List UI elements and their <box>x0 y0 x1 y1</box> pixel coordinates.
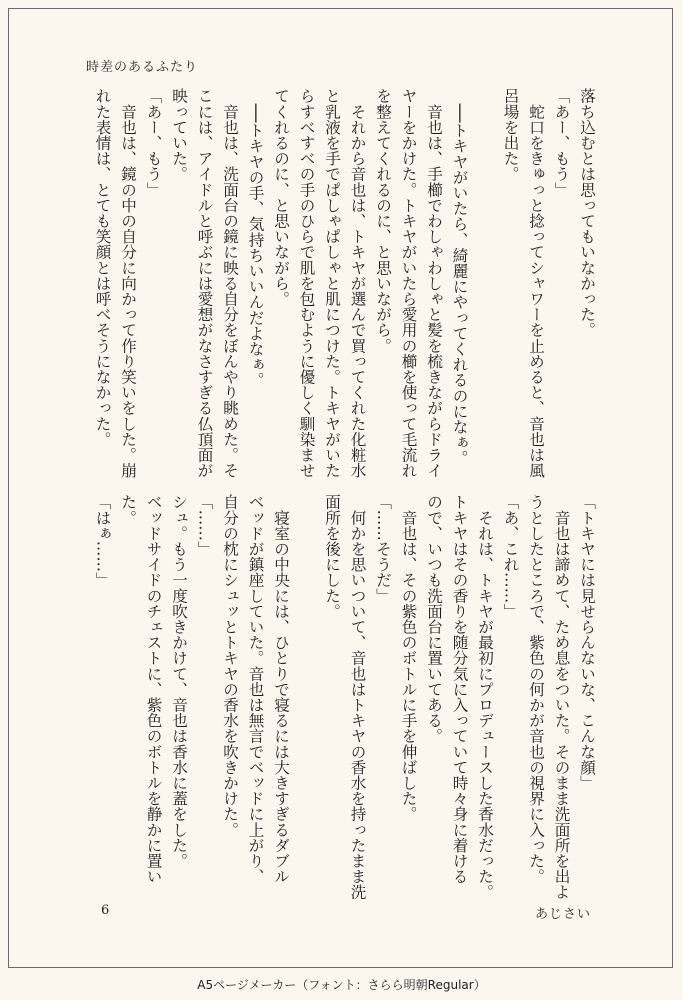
text-line: れた表情は、とても笑顔とは呼べそうになかった。 <box>93 88 112 447</box>
text-line: 「あ、これ……」 <box>501 494 520 619</box>
text-line: ベッドサイドのチェストに、紫色のボトルを静かに置い <box>144 494 163 884</box>
text-line: 「……そうだ」 <box>374 494 392 604</box>
upper-text-block <box>84 88 596 478</box>
text-line: 映っていた。 <box>170 88 188 182</box>
footer-note: A5ページメーカー（フォント：さらら明朝Regular） <box>197 978 486 992</box>
text-line: トキヤはその香りを随分気に入っていて時々身に着ける <box>450 494 469 884</box>
text-line: ──トキヤの手、気持ちいいんだよなぁ。 <box>246 88 265 388</box>
text-line: 落ち込むとは思ってもいなかった。 <box>578 88 596 338</box>
text-line: 何かを思いついて、音也はトキヤの香水を持ったまま洗 <box>348 494 367 900</box>
text-line: 「……」 <box>195 494 214 557</box>
text-line: 音也は諦めて、ため息をついた。そのまま洗面所を出よ <box>552 494 571 900</box>
text-line: ので、いつも洗面台に置いてある。 <box>425 494 443 744</box>
text-line: らすべすべの手のひらで肌を包むように優しく馴染ませ <box>297 88 316 478</box>
text-line: た。 <box>119 494 137 526</box>
text-line <box>467 88 493 98</box>
lower-text-block <box>84 494 596 900</box>
text-line: と乳液を手でぱしゃぱしゃと肌につけた。トキヤがいた <box>323 88 341 478</box>
text-line: 音也は、鏡の中の自分に向かって作り笑いをした。崩 <box>119 88 137 478</box>
text-line: 音也は、洗面台の鏡に映る自分をぼんやり眺めた。そ <box>221 88 239 478</box>
text-line: 自分の枕にシュッとトキヤの香水を吹きかけた。 <box>221 494 239 838</box>
text-line: 寝室の中央には、ひとりで寝るには大きすぎるダブル <box>272 494 290 884</box>
running-title: 時差のあるふたり <box>86 60 199 75</box>
text-line: 音也は、その紫色のボトルに手を伸ばした。 <box>399 494 418 822</box>
text-line: それから音也は、トキヤが選んで買ってくれた化粧水 <box>348 88 367 478</box>
text-line: を整えてくれるのに、と思いながら。 <box>374 88 392 354</box>
page-number: 6 <box>101 903 110 918</box>
text-line: 「はぁ……」 <box>93 494 112 588</box>
text-line: こには、アイドルと呼ぶには愛想がなさすぎる仏頂面が <box>195 88 214 478</box>
text-line: シュ。もう一度吹きかけて、音也は香水に蓋をした。 <box>170 494 188 869</box>
text-line <box>288 494 314 504</box>
text-line: 「あー、もう」 <box>144 88 163 198</box>
text-line: 呂場を出た。 <box>501 88 520 182</box>
text-line: 面所を後にした。 <box>323 494 341 619</box>
text-line: ベッドが鎮座していた。音也は無言でベッドに上がり、 <box>246 494 265 884</box>
text-line: 音也は、手櫛でわしゃわしゃと髪を梳きながらドライ <box>425 88 443 478</box>
author-name: あじさい <box>535 907 592 922</box>
text-line: うとしたところで、紫色の何かが音也の視界に入った。 <box>527 494 545 884</box>
text-line: ──トキヤがいたら、綺麗にやってくれるのになぁ。 <box>450 88 469 466</box>
text-line: 「あー、もう」 <box>552 88 571 198</box>
text-line: 蛇口をきゅっと捻ってシャワーを止めると、音也は風 <box>527 88 545 478</box>
text-line: てくれるのに、と思いながら。 <box>272 88 290 307</box>
text-line: 「トキヤには見せらんないな、こんな顔」 <box>578 494 596 791</box>
text-line: ヤーをかけた。トキヤがいたら愛用の櫛を使って毛流れ <box>399 88 418 478</box>
text-line: それは、トキヤが最初にプロデュースした香水だった。 <box>476 494 494 900</box>
